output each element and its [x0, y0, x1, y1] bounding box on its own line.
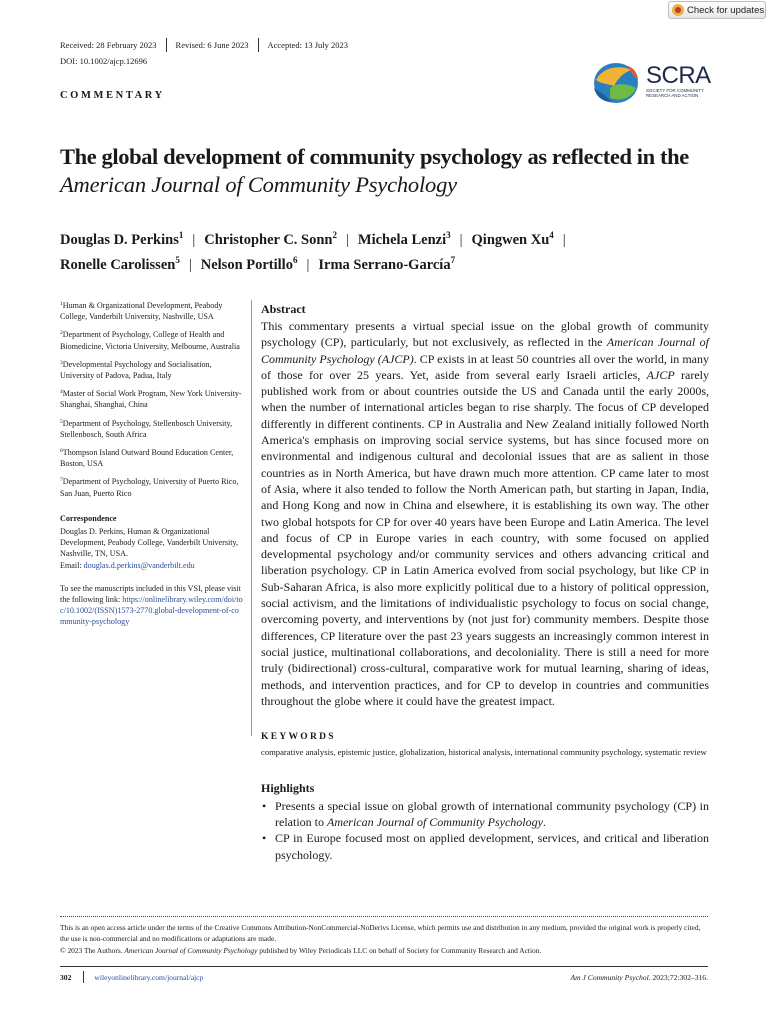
doi: DOI: 10.1002/ajcp.12696: [60, 56, 148, 66]
affiliation: $^2$Department of Psychology, College of Health and Biomedicine, Victoria University, Melbourne, Australia: [60, 330, 240, 351]
column-divider: [251, 300, 252, 736]
copyright-text: © 2023 The Authors. American Journal of Community Psychology published by Wiley Periodicals LLC on behalf of Society for Community Research and Action.: [60, 945, 542, 955]
affiliation: $^3$Developmental Psychology and Socialisation, University of Padova, Padua, Italy: [60, 359, 212, 381]
page-footer: [60, 971, 708, 983]
email-label: Email:: [60, 560, 82, 570]
highlight-item: • CP in Europe focused most on applied development, services, and critical and liberation psychology.: [262, 831, 709, 862]
divider: [166, 38, 167, 52]
affiliation: $^5$Department of Psychology, Stellenbosch University, Stellenbosch, South Africa: [60, 418, 233, 439]
affiliation: $^7$Department of Psychology, University of Puerto Rico, San Juan, Puerto Rico: [60, 477, 239, 498]
author[interactable]: Douglas D. Perkins$^1$: [60, 230, 184, 248]
journal-url[interactable]: wileyonlinelibrary.com/journal/ajcp: [94, 972, 204, 982]
title-line-1: The global development of community psychology as reflected in the: [60, 144, 689, 169]
article-dates: [60, 38, 348, 52]
affiliation: $^4$Master of Social Work Program, New York University-Shanghai, Shanghai, China: [60, 389, 242, 410]
title-line-2: American Journal of Community Psychology: [60, 172, 457, 197]
check-for-updates-label: Check for updates: [687, 4, 765, 16]
section-label: COMMENTARY: [60, 90, 165, 101]
globe-logo-icon: [588, 58, 644, 108]
footer-rule: [60, 966, 708, 967]
update-badge-icon: [672, 4, 684, 16]
correspondence-block: [60, 513, 245, 571]
author[interactable]: Ronelle Carolissen$^5$: [60, 255, 180, 273]
abstract-heading: Abstract: [261, 302, 306, 316]
affiliation: $^1$Human & Organizational Development, Peabody College, Vanderbilt University, Nashville, USA: [60, 301, 223, 322]
bullet-icon: •: [262, 831, 267, 846]
abstract-text: This commentary presents a virtual special issue on the global growth of community psychology (CP), particularly, but not exclusively, as reflected in the American Journal of Community Psychology (AJCP). CP exists in at least 50 countries all over the world, in many of those for over 25 years. Yet, aside from several early Israeli articles, AJCP rarely published work from or about countries outside the US and Canada until the early 2000s, when the number of international articles began to rise sharply. The focus of CP developed differently in different continents. CP in Australia and New Zealand initially followed North America's emphasis on improving social service systems, but has since focused more on environmental and indigenous cultural and decolonial issues that are as salient in those countries as in North America, but have drawn much more attention. CP came later to most of Asia, where it also tended to follow the North American path, but starting in Japan, India, and Hong Kong and now in China and elsewhere, it is establishing its own way. The other two global hotspots for CP for over 40 years have been Europe and Latin America. The level and focus of CP in Europe varies in each country, with some focused on applied developmental psychology and/or community services and others advancing critical and liberation psychology. CP in Latin America evolved from social psychology, but like CP in Sub-Saharan Africa, is also more explicitly political due to a history of political oppression, social activism, and the limitations of individualistic psychology to focus on social change, overcoming poverty, and interventions by (not just for) community members. Despite those differences, CP literature over the past 23 years suggests an increasingly common interest in social justice, multinational collaborations, and decoloniality. There is still a need for more truly (bidirectional) cross-cultural, comparative work for mutual learning, sharing of ideas, methods, and intervention practices, and for CP to develop in countries and communities throughout the globe where it could have the greatest impact.: [261, 319, 709, 708]
correspondence-heading: Correspondence: [60, 513, 117, 523]
author[interactable]: Irma Serrano-García$^7$: [318, 255, 456, 273]
received-date: Received: 28 February 2023: [60, 40, 157, 50]
author[interactable]: Nelson Portillo$^6$: [200, 255, 298, 273]
logo-subtitle: SOCIETY FOR COMMUNITY RESEARCH AND ACTION: [646, 88, 704, 98]
highlights-heading: Highlights: [261, 780, 315, 795]
affiliations-column: [60, 300, 245, 628]
author[interactable]: Qingwen Xu$^4$: [471, 230, 554, 248]
author[interactable]: Michela Lenzi$^3$: [357, 230, 451, 248]
article-title: [60, 143, 720, 199]
bullet-icon: •: [262, 798, 267, 813]
logo-name: SCRA: [646, 62, 711, 89]
highlight-item: • Presents a special issue on global growth of international community psychology (CP) in relation to American Journal of Community Psychology.: [262, 798, 709, 829]
check-for-updates-button[interactable]: [668, 1, 766, 19]
email-link[interactable]: douglas.d.perkins@vanderbilt.edu: [83, 560, 195, 570]
accepted-date: Accepted: 13 July 2023: [267, 40, 348, 50]
highlights-list: [261, 798, 709, 863]
vsi-note: [60, 583, 245, 628]
license-text: This is an open access article under the terms of the Creative Commons Attribution-NonCommercial-NoDerivs License, which permits use and distribution in any medium, provided the original work is properly cited, the use is non-commercial and no modifications or adaptations are made.: [60, 923, 701, 944]
revised-date: Revised: 6 June 2023: [175, 40, 249, 50]
citation: Am J Community Psychol. 2023;72:302–316.: [570, 972, 708, 982]
author[interactable]: Christopher C. Sonn$^2$: [204, 230, 337, 248]
license-note: [60, 922, 708, 956]
divider: [83, 971, 84, 983]
correspondence-text: Douglas D. Perkins, Human & Organizational Development, Peabody College, Vanderbilt University, Nashville, TN, USA.: [60, 527, 239, 559]
affiliation: $^6$Thompson Island Outward Bound Education Center, Boston, USA: [60, 448, 234, 469]
keywords-text: comparative analysis, epistemic justice, globalization, historical analysis, international community psychology, systematic review: [261, 747, 707, 758]
author-list: Douglas D. Perkins$^1$ | Christopher C. Sonn$^2$ | Michela Lenzi$^3$ | Qingwen Xu$^4$ | Ronelle Carolissen$^5$ | Nelson Portillo$^6$ | Irma Serrano-García$^7$: [60, 230, 566, 273]
main-column: [261, 302, 709, 863]
dotted-divider: [60, 916, 708, 917]
vsi-link[interactable]: https://onlinelibrary.wiley.com/doi/toc/10.1002/(ISSN)1573-2770.global-development-of-community-psychology: [60, 595, 243, 627]
page-number: 302: [60, 972, 72, 982]
keywords-heading: KEYWORDS: [261, 732, 336, 743]
vsi-text: To see the manuscripts included in this VSI, please visit the following link:: [60, 583, 241, 605]
scra-logo: [588, 58, 711, 108]
divider: [258, 38, 259, 52]
